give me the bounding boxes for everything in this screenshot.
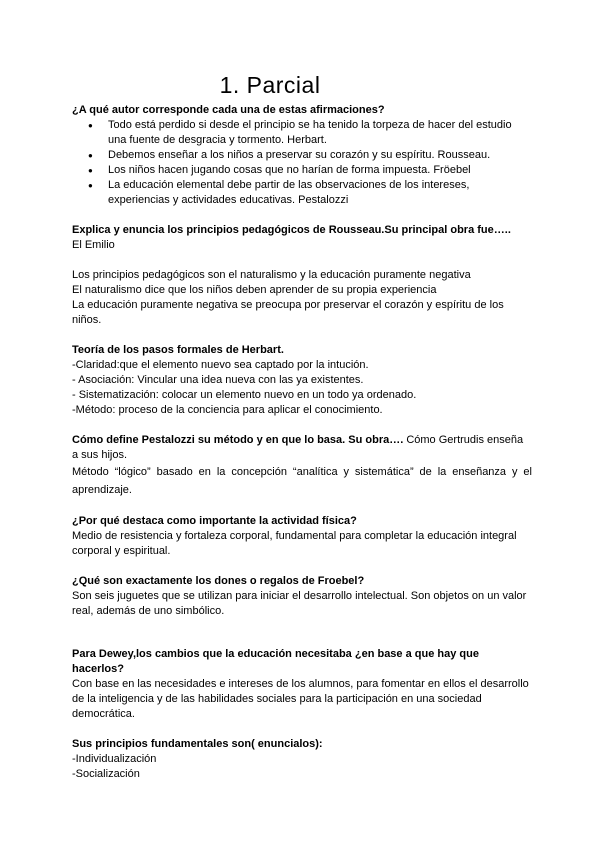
paragraph-line: Método “lógico” basado en la concepción “analítica y sistemática” de la enseñanza y el aprendizaje. (72, 466, 532, 496)
document-body (72, 103, 532, 782)
page-title: 1. Parcial (219, 72, 321, 98)
answer-pestalozzi-obra: Cómo Gertrudis enseña a sus hijos. (72, 434, 524, 461)
question-pestalozzi: Cómo define Pestalozzi su método y en que lo basa. Su obra…. (72, 434, 404, 446)
question-principios: Sus principios fundamentales son( enuncialos): (72, 738, 323, 750)
paragraph-line: -Individualización (72, 753, 157, 765)
question-actividad-fisica: ¿Por qué destaca como importante la actividad física? (72, 515, 357, 527)
paragraph-line: Los principios pedagógicos son el naturalismo y la educación puramente negativa (72, 269, 471, 281)
paragraph-line: - Asociación: Vincular una idea nueva con las ya existentes. (72, 374, 364, 386)
paragraph-line: Con base en las necesidades e intereses de los alumnos, para fomentar en ellos el desarrollo de la inteligencia y de las habilidades sociales para la participación en una sociedad democrática. (72, 678, 529, 720)
list-item: ● Debemos enseñar a los niños a preservar su corazón y su espíritu. Rousseau. (108, 148, 532, 163)
list-item: ● La educación elemental debe partir de las observaciones de los intereses, experiencias y actividades educativas. Pestalozzi (108, 178, 532, 208)
paragraph-line: La educación puramente negativa se preocupa por preservar el corazón y espíritu de los niños. (72, 299, 504, 326)
list-item: ● Todo está perdido si desde el principio se ha tenido la torpeza de hacer del estudio una fuente de desgracia y tormento. Herbart. (108, 118, 532, 148)
paragraph-line: El naturalismo dice que los niños deben aprender de su propia experiencia (72, 284, 437, 296)
authors-list (72, 118, 532, 208)
question-dewey: Para Dewey,los cambios que la educación necesitaba ¿en base a que hay que hacerlos? (72, 648, 479, 675)
paragraph-line: -Método: proceso de la conciencia para aplicar el conocimiento. (72, 404, 383, 416)
question-froebel: ¿Qué son exactamente los dones o regalos de Froebel? (72, 575, 365, 587)
paragraph-line: -Socialización (72, 768, 140, 780)
list-item: ● Los niños hacen jugando cosas que no harían de forma impuesta. Fröebel (108, 163, 532, 178)
paragraph-line: - Sistematización: colocar un elemento nuevo en un todo ya ordenado. (72, 389, 417, 401)
question-pestalozzi-block (72, 433, 532, 463)
question-rousseau: Explica y enuncia los principios pedagógicos de Rousseau.Su principal obra fue….. (72, 224, 511, 236)
question-authors: ¿A qué autor corresponde cada una de estas afirmaciones? (72, 104, 385, 116)
paragraph-line: Medio de resistencia y fortaleza corporal, fundamental para completar la educación integral corporal y espiritual. (72, 530, 517, 557)
paragraph-line: -Claridad:que el elemento nuevo sea captado por la intución. (72, 359, 369, 371)
answer-rousseau-obra: El Emilio (72, 239, 115, 251)
paragraph-line: Son seis juguetes que se utilizan para iniciar el desarrollo intelectual. Son objetos on un valor real, además de uno simbólico. (72, 590, 527, 617)
question-herbart: Teoría de los pasos formales de Herbart. (72, 344, 284, 356)
